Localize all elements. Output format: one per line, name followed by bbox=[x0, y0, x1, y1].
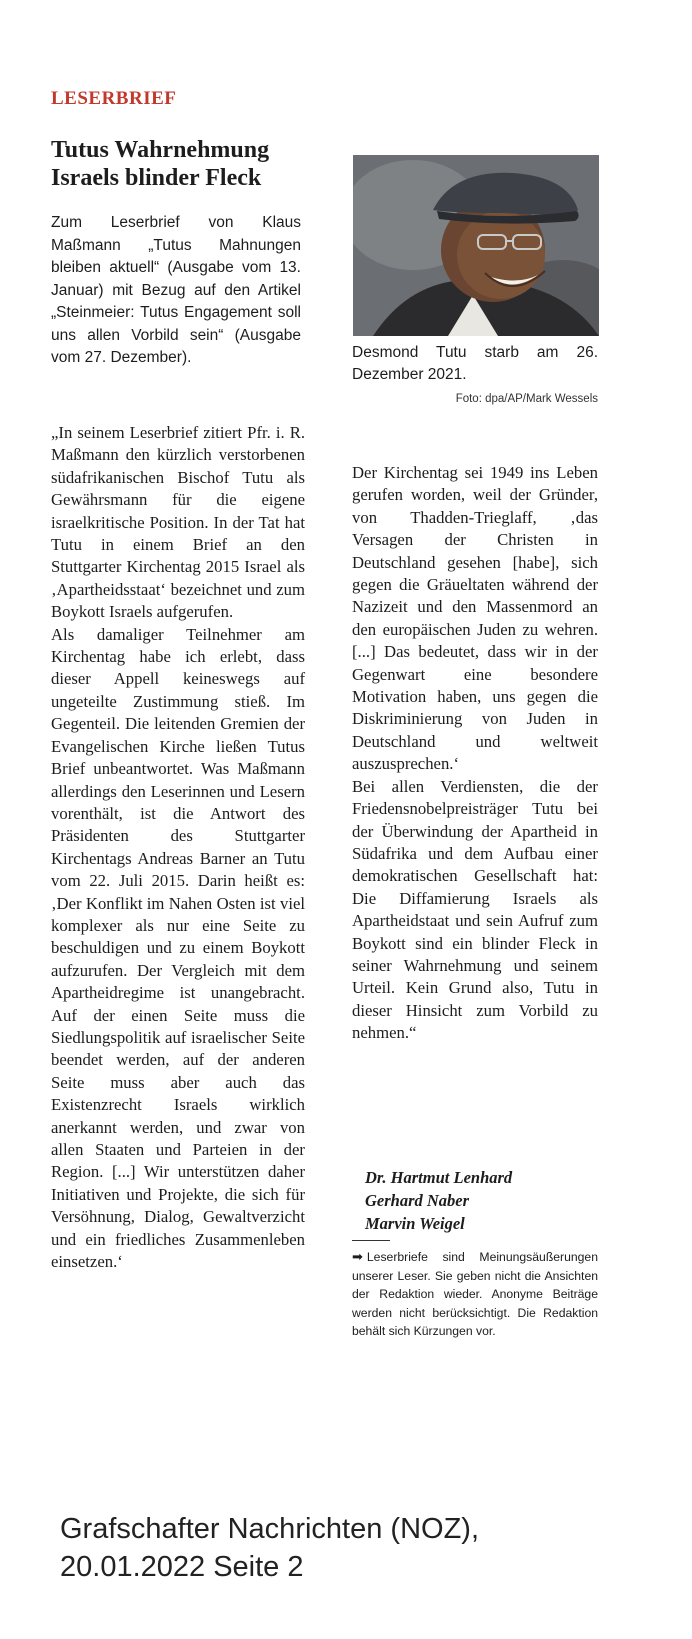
source-citation bbox=[60, 1510, 680, 1586]
signer-name: Gerhard Naber bbox=[365, 1191, 470, 1210]
photo-credit: Foto: dpa/AP/Mark Wessels bbox=[455, 393, 598, 405]
signer-name: Marvin Weigel bbox=[365, 1214, 465, 1233]
letter-signers bbox=[365, 1166, 595, 1235]
portrait-photo bbox=[353, 155, 599, 336]
headline-line-1: Tutus Wahrnehmung bbox=[51, 137, 270, 163]
note-divider bbox=[352, 1240, 390, 1241]
article-headline bbox=[51, 136, 321, 192]
arrow-right-icon: ➡ bbox=[352, 1249, 363, 1264]
headline-line-2: Israels blinder Fleck bbox=[51, 165, 262, 191]
body-column-right bbox=[352, 462, 598, 1045]
editorial-note bbox=[352, 1248, 598, 1341]
body-paragraph: „In seinem Leserbrief zitiert Pfr. i. R. Maßmann den kürzlich verstorbenen südafrikanischen Bischof Tutu als Gewährsmann für die eigene israelkritische Position. In der Tat hat Tutu in einem Brief an den Stuttgarter Kirchentag 2015 Israel als ‚Apartheidsstaat‘ bezeichnet und zum Boykott Israels aufgerufen. bbox=[51, 423, 305, 622]
portrait-illustration bbox=[353, 155, 599, 336]
body-paragraph: Als damaliger Teilnehmer am Kirchentag habe ich erlebt, dass dieser Appell keineswegs auf ungeteilte Zustimmung stieß. Im Gegenteil. Die leitenden Gremien der Evangelischen Kirche ließen Tutus Brief unbeantwortet. Was Maßmann allerdings den Leserinnen und Lesern vorenthält, ist die Antwort des Präsidenten des Stuttgarter Kirchentags Andreas Barner an Tutu vom 22. Juli 2015. Darin heißt es: ‚Der Konflikt im Nahen Osten ist viel komplexer als nur eine Seite zu beschuldigen und zu einem Boykott aufzurufen. Der Vergleich mit dem Apartheidregime ist unangebracht. Auf der einen Seite muss die Siedlungspolitik auf israelischer Seite beendet werden, auf der anderen Seite muss aber auch das Existenzrecht Israels wirklich anerkannt werden, und zwar von allen Staaten und Parteien in der Region. [...] Wir unterstützen daher Initiativen und Projekte, die sich für Versöhnung, Dialog, Gewaltverzicht und ein friedliches Zusammenleben einsetzen.‘ bbox=[51, 624, 305, 1272]
body-paragraph: Der Kirchentag sei 1949 ins Leben gerufen worden, weil der Gründer, von Thadden-Trieglaff, ‚das Versagen der Christen in Deutschland gesehen [habe], sich gegen die Gräueltaten während der Nazizeit und den Massenmord an den europäischen Juden zu wehren. [...] Das bedeutet, dass wir in der Gegenwart eine besondere Motivation haben, uns gegen die Diskriminierung von Juden in Deutschland und weltweit auszusprechen.‘ bbox=[352, 463, 598, 774]
signer-name: Dr. Hartmut Lenhard bbox=[365, 1168, 513, 1187]
editorial-note-text: Leserbriefe sind Meinungsäußerungen unserer Leser. Sie geben nicht die Ansichten der Redaktion wieder. Anonyme Beiträge werden nicht berücksichtigt. Die Redaktion behält sich Kürzungen vor. bbox=[352, 1250, 598, 1338]
source-line-1: Grafschafter Nachrichten (NOZ), bbox=[60, 1513, 479, 1545]
section-kicker: LESERBRIEF bbox=[51, 88, 177, 109]
source-line-2: 20.01.2022 Seite 2 bbox=[60, 1551, 304, 1583]
body-column-left bbox=[51, 422, 305, 1273]
intro-text: Zum Leserbrief von Klaus Maßmann „Tutus Mahnungen bleiben aktuell“ (Ausgabe vom 13. Januar) mit Bezug auf den Artikel „Steinmeier: Tutus Engagement soll uns allen Vorbild sein“ (Ausgabe vom 27. Dezember). bbox=[51, 214, 301, 366]
body-paragraph: Bei allen Verdiensten, die der Friedensnobelpreisträger Tutu bei der Überwindung der Apartheid in Südafrika und dem Aufbau einer demokratischen Gesellschaft hat: Die Diffamierung Israels als Apartheidstaat und sein Aufruf zum Boykott sind ein blinder Fleck in seiner Wahrnehmung und seinem Urteil. Kein Grund also, Tutu in dieser Hinsicht zum Vorbild zu nehmen.“ bbox=[352, 776, 598, 1043]
photo-caption: Desmond Tutu starb am 26. Dezember 2021. bbox=[352, 344, 598, 383]
